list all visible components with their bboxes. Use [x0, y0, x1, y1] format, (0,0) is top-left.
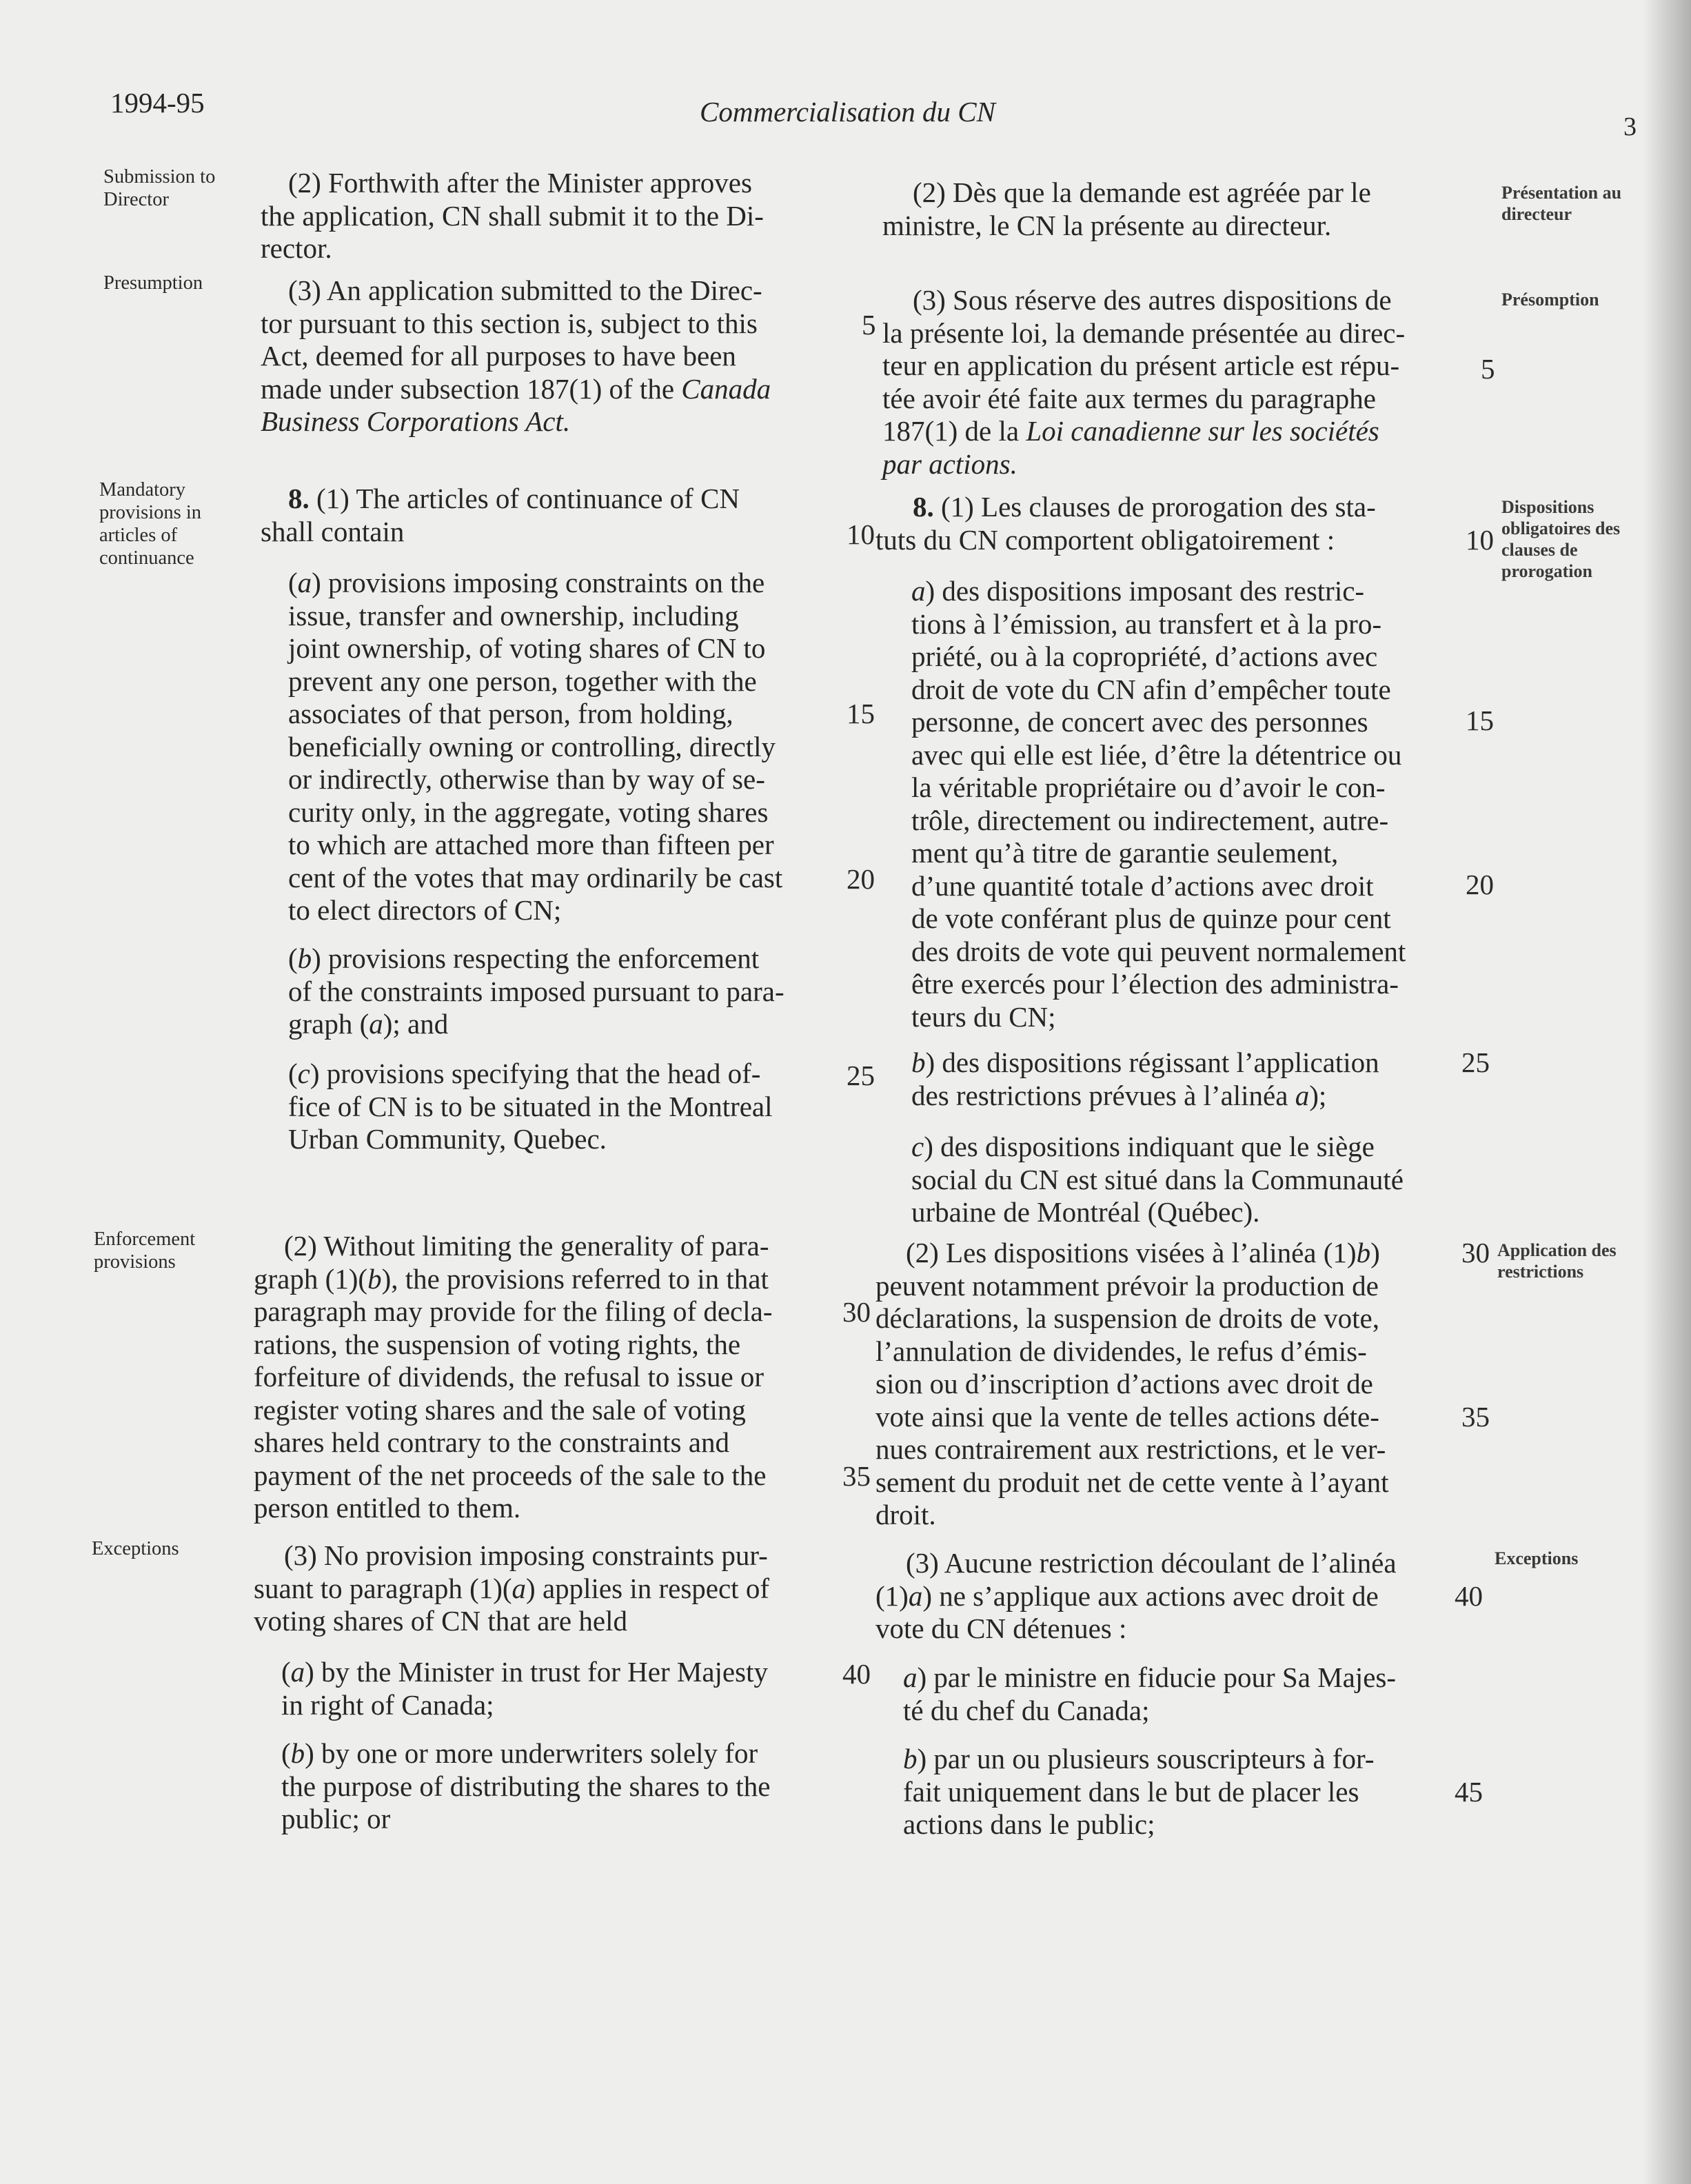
text-line: b) des dispositions régissant l’application	[911, 1046, 1379, 1078]
text-line: of the constraints imposed pursuant to para-	[288, 975, 784, 1007]
text-line: graph (a); and	[288, 1008, 449, 1040]
text: 187(1) de la	[882, 415, 1026, 447]
text-line: curity only, in the aggregate, voting shares	[288, 796, 769, 828]
text-line: des droits de vote qui peuvent normalement	[911, 935, 1406, 967]
text-line: vote ainsi que la vente de telles actions déte-	[875, 1400, 1379, 1433]
text-line: (b) by one or more underwriters solely for	[281, 1737, 758, 1769]
text-line: personne, de concert avec des personnes	[911, 706, 1368, 738]
en-s8-1-a	[288, 567, 842, 927]
en-s7-3	[261, 274, 842, 438]
text-line: associates of that person, from holding,	[288, 698, 733, 729]
text-line: (a) provisions imposing constraints on the	[288, 567, 765, 598]
text-line	[261, 373, 842, 406]
text-line: être exercés pour l’élection des administra-	[911, 968, 1399, 1000]
margin-note-fr-presomption: Présomption	[1501, 290, 1599, 310]
margin-note-enforcement: Enforcement provisions	[94, 1228, 196, 1273]
fr-s8-3-b	[903, 1743, 1458, 1841]
text-line	[261, 483, 842, 516]
text-line: paragraph may provide for the filing of decla-	[254, 1295, 773, 1327]
text-line: vote du CN détenues :	[875, 1612, 1127, 1644]
text-line: tuts du CN comportent obligatoirement :	[875, 523, 1335, 556]
line-number: 15	[847, 698, 875, 729]
text-line: a) des dispositions imposant des restric-	[911, 575, 1365, 607]
text: (1) Les clauses de prorogation des sta-	[933, 491, 1376, 523]
line-number: 30	[1461, 1237, 1490, 1268]
text-line: or indirectly, otherwise than by way of se-	[288, 763, 765, 795]
en-s8-1-b	[288, 942, 842, 1041]
fr-s7-2	[882, 176, 1458, 242]
text: (1) The articles of continuance of CN	[309, 483, 740, 514]
line-number: 20	[1466, 869, 1494, 900]
line-number: 40	[842, 1658, 871, 1690]
text-line: tions à l’émission, au transfert et à la pro-	[911, 607, 1381, 640]
text-line: la présente loi, la demande présentée au direc-	[882, 316, 1406, 349]
fr-s8-3-a	[903, 1661, 1458, 1727]
fr-s7-3	[882, 284, 1458, 481]
text-line: fait uniquement dans le but de placer les	[903, 1775, 1359, 1808]
text-line: nues contrairement aux restrictions, et le ver-	[875, 1433, 1386, 1465]
text-line: suant to paragraph (1)(a) applies in respect of	[254, 1572, 769, 1604]
text-line: cent of the votes that may ordinarily be cast	[288, 861, 783, 893]
text-line: rector.	[261, 232, 332, 264]
fr-s8-1	[875, 491, 1451, 556]
text-line: (2) Without limiting the generality of para-	[284, 1230, 769, 1262]
line-number: 35	[842, 1460, 871, 1492]
text-line: in right of Canada;	[281, 1688, 494, 1721]
text-line: c) des dispositions indiquant que le siège	[911, 1131, 1375, 1162]
text-line: b) par un ou plusieurs souscripteurs à for-	[903, 1743, 1375, 1775]
text-line: register voting shares and the sale of voting	[254, 1393, 746, 1426]
header-title: Commercialisation du CN	[700, 96, 995, 128]
text-line: forfeiture of dividends, the refusal to issue or	[254, 1361, 765, 1393]
text-line: la véritable propriétaire ou d’avoir le con-	[911, 771, 1386, 803]
text-line: social du CN est situé dans la Communauté	[911, 1163, 1404, 1195]
margin-note-fr-exceptions: Exceptions	[1495, 1548, 1579, 1568]
text-line: tor pursuant to this section is, subject to this	[261, 307, 758, 339]
text-line: des restrictions prévues à l’alinéa a);	[911, 1079, 1327, 1111]
text-line: (2) Forthwith after the Minister approves	[288, 167, 752, 199]
text-line	[875, 491, 1451, 524]
line-number: 40	[1455, 1580, 1483, 1612]
line-number: 30	[842, 1296, 871, 1328]
text-line: trôle, directement ou indirectement, autre-	[911, 804, 1389, 836]
section-number: 8.	[288, 483, 310, 514]
text-line: déclarations, la suspension de droits de vote,	[875, 1302, 1379, 1334]
text-line: tée avoir été faite aux termes du paragraphe	[882, 382, 1376, 414]
section-number: 8.	[913, 491, 934, 523]
fr-s8-1-a	[911, 575, 1458, 1033]
fr-s8-2	[875, 1237, 1458, 1532]
text-line: actions dans le public;	[903, 1808, 1155, 1840]
text-line: (3) Sous réserve des autres dispositions de	[913, 284, 1392, 316]
en-s8-3	[254, 1539, 842, 1638]
text-line: payment of the net proceeds of the sale to the	[254, 1459, 767, 1491]
text-line: fice of CN is to be situated in the Montreal	[288, 1090, 773, 1122]
text-line: té du chef du Canada;	[903, 1694, 1150, 1726]
line-number: 35	[1461, 1401, 1490, 1433]
text-line: ment qu’à titre de garantie seulement,	[911, 837, 1339, 869]
text-line: (2) Dès que la demande est agréée par le	[913, 176, 1371, 208]
text-line: Urban Community, Quebec.	[288, 1123, 607, 1155]
text-line: sion ou d’inscription d’actions avec droit de	[875, 1368, 1373, 1399]
text-line: de vote conférant plus de quinze pour cent	[911, 902, 1391, 934]
text-line: a) par le ministre en fiducie pour Sa Majes-	[903, 1661, 1396, 1693]
text-line: (b) provisions respecting the enforcement	[288, 942, 760, 974]
text-line: priété, ou à la copropriété, d’actions avec	[911, 640, 1378, 672]
en-s8-3-b	[281, 1737, 842, 1836]
text-line: joint ownership, of voting shares of CN to	[288, 632, 766, 664]
text-line: graph (1)(b), the provisions referred to in that	[254, 1262, 769, 1295]
en-s7-2	[261, 167, 842, 265]
line-number: 45	[1455, 1776, 1483, 1808]
en-s8-1	[261, 483, 842, 548]
text-line: ministre, le CN la présente au directeur.	[882, 209, 1332, 241]
text-line: public; or	[281, 1803, 391, 1834]
text-line: Business Corporations Act.	[261, 405, 571, 437]
text-line: prevent any one person, together with the	[288, 665, 757, 697]
text-line: person entitled to them.	[254, 1492, 521, 1524]
en-s8-1-c	[288, 1058, 842, 1156]
header-year: 1994-95	[110, 87, 205, 119]
text-line: avec qui elle est liée, d’être la détentrice ou	[911, 738, 1402, 771]
margin-note-submission: Submission to Director	[103, 166, 216, 210]
line-number: 25	[847, 1060, 875, 1091]
text-line: (3) An application submitted to the Direc-	[288, 274, 762, 306]
text-line: (3) Aucune restriction découlant de l’alinéa	[906, 1547, 1397, 1579]
text-line	[882, 415, 1458, 448]
margin-note-mandatory: Mandatory provisions in articles of continuance	[99, 479, 202, 569]
text-line: to elect directors of CN;	[288, 894, 562, 926]
text-line: par actions.	[882, 447, 1017, 480]
text-line: (1)a) ne s’applique aux actions avec droit de	[875, 1579, 1379, 1612]
fr-s8-1-b	[911, 1046, 1458, 1112]
fr-s8-1-c	[911, 1131, 1458, 1229]
text-line: d’une quantité totale d’actions avec droit	[911, 869, 1374, 902]
text: made under subsection 187(1) of the	[261, 372, 682, 405]
text-line: to which are attached more than fifteen per	[288, 829, 774, 860]
margin-note-exceptions: Exceptions	[92, 1538, 179, 1559]
text-line: (c) provisions specifying that the head of-	[288, 1058, 761, 1089]
text-line: voting shares of CN that are held	[254, 1605, 627, 1637]
text-italic: Loi canadienne sur les sociétés	[1026, 415, 1379, 447]
line-number: 25	[1461, 1046, 1490, 1078]
margin-note-presumption: Presumption	[103, 272, 203, 294]
margin-note-fr-dispositions: Dispositions obligatoires des clauses de prorogation	[1501, 497, 1621, 581]
line-number: 15	[1466, 705, 1494, 736]
line-number: 5	[862, 309, 876, 341]
page-edge-shadow	[1643, 0, 1691, 2184]
page-number: 3	[1623, 112, 1637, 141]
fr-s8-3	[875, 1547, 1458, 1646]
text-line: beneficially owning or controlling, directly	[288, 730, 776, 762]
text-line: (2) Les dispositions visées à l’alinéa (1)b)	[906, 1237, 1380, 1268]
text-line: Act, deemed for all purposes to have been	[261, 340, 736, 372]
text-italic: Canada	[681, 372, 771, 405]
text-line: issue, transfer and ownership, including	[288, 599, 739, 631]
line-number: 10	[847, 518, 875, 550]
text-line: shall contain	[261, 515, 405, 547]
line-number: 20	[847, 863, 875, 895]
en-s8-2	[254, 1230, 842, 1525]
text-line: l’annulation de dividendes, le refus d’émis-	[875, 1335, 1367, 1367]
text-line: the purpose of distributing the shares to the	[281, 1770, 771, 1802]
line-number: 10	[1466, 524, 1494, 556]
text-line: (a) by the Minister in trust for Her Majesty	[281, 1656, 768, 1688]
text-line: teurs du CN;	[911, 1000, 1056, 1033]
text-line: shares held contrary to the constraints and	[254, 1426, 729, 1458]
text-line: teur en application du présent article est répu-	[882, 350, 1400, 381]
text-line: (3) No provision imposing constraints pur-	[284, 1539, 768, 1571]
margin-note-fr-application: Application des restrictions	[1497, 1240, 1617, 1282]
en-s8-3-a	[281, 1656, 842, 1721]
text-line: the application, CN shall submit it to the Di-	[261, 199, 764, 232]
text-line: peuvent notamment prévoir la production de	[875, 1269, 1379, 1302]
text-line: droit.	[875, 1499, 936, 1530]
text-line: rations, the suspension of voting rights, the	[254, 1328, 741, 1360]
line-number: 5	[1481, 353, 1495, 385]
text-line: sement du produit net de cette vente à l’ayant	[875, 1466, 1389, 1498]
text-line: droit de vote du CN afin d’empêcher toute	[911, 673, 1391, 705]
text-line: urbaine de Montréal (Québec).	[911, 1196, 1260, 1228]
margin-note-fr-presentation: Présentation au directeur	[1501, 183, 1622, 224]
